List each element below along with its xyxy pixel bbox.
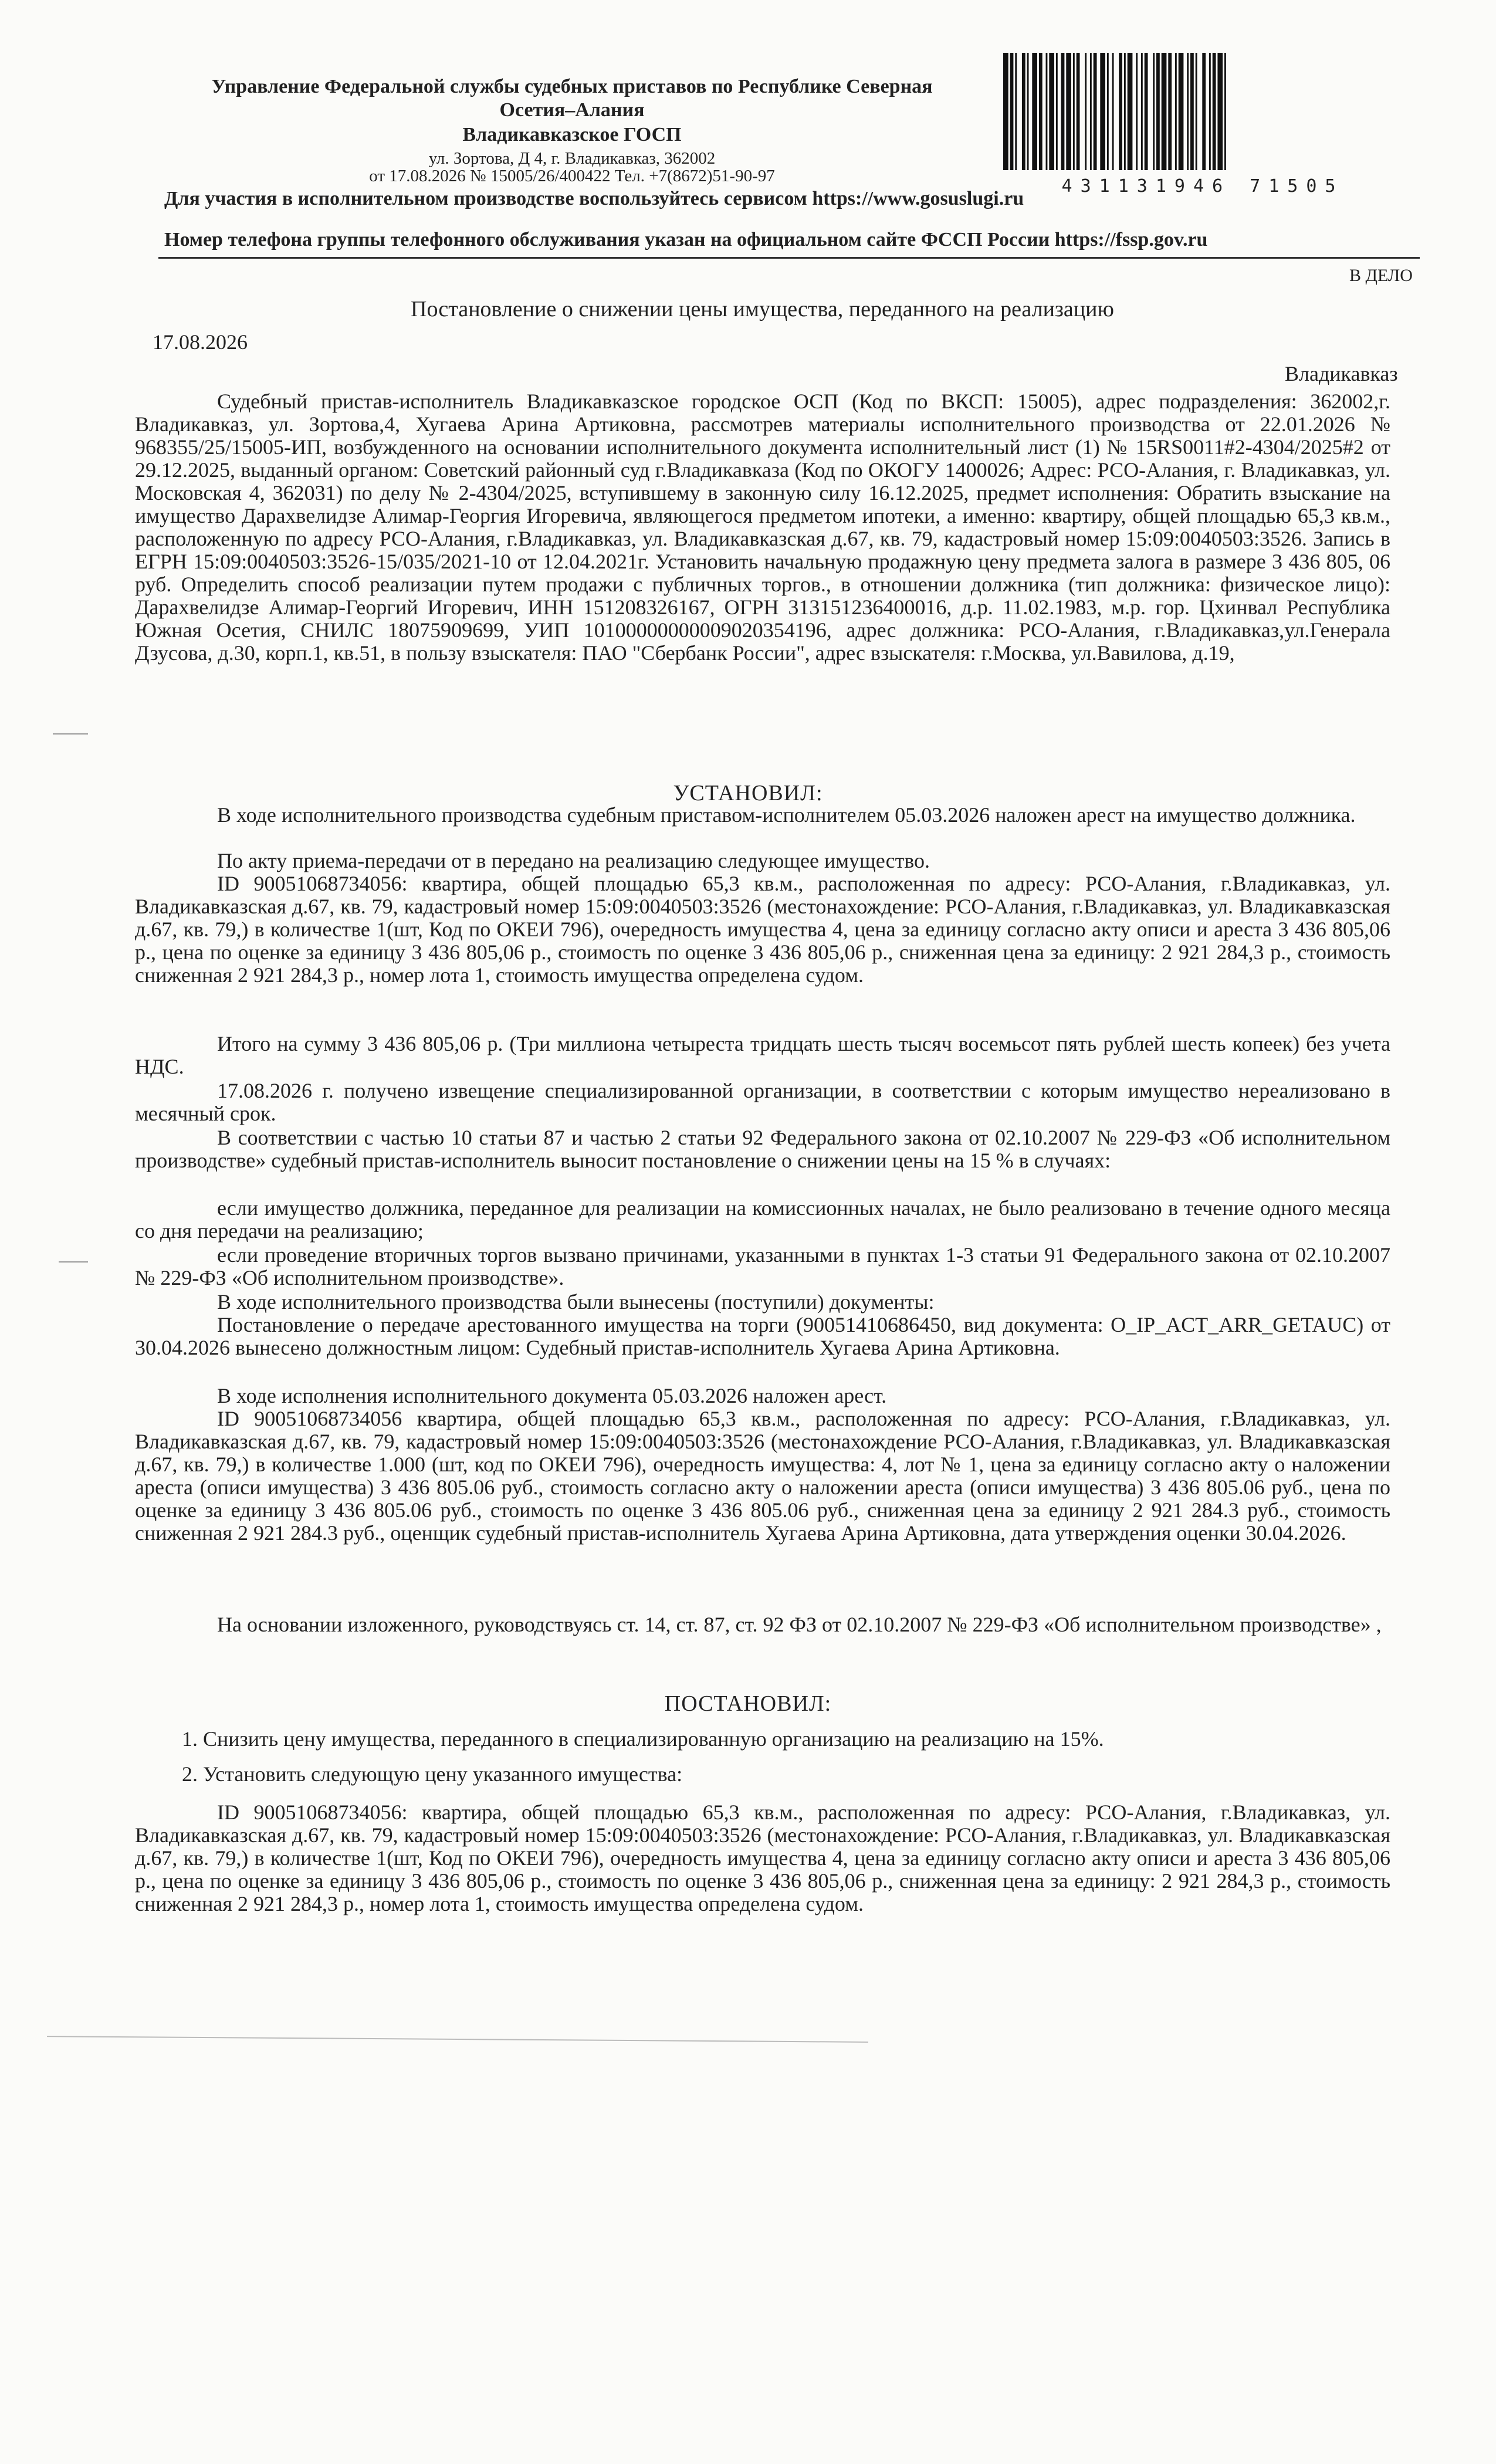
barcode — [997, 53, 1408, 188]
document-date: 17.08.2026 — [153, 330, 248, 354]
section-heading-postanovil: ПОСТАНОВИЛ: — [664, 1691, 832, 1716]
ust-paragraph: В ходе исполнительного производства судебным приставом-исполнителем 05.03.2026 наложен арест на имущество должника. — [217, 803, 1356, 827]
phone-service-note: Номер телефона группы телефонного обслуживания указан на официальном сайте ФССП России https://fssp.gov.ru — [164, 229, 1208, 251]
decision-item: ID 90051068734056: квартира, общей площадью 65,3 кв.м., расположенная по адресу: РСО-Алания, г.Владикавказ, ул. Владикавказская д.67, кв. 79, кадастровый номер 15:09:0040503:3526 (местонахождение: РСО-Алания, г.Владикавказ, ул. Владикавказская д.67, кв. 79,) в количестве 1(шт, Код по ОКЕИ 796), очередность имущества 4, цена за единицу согласно акту описи и ареста 3 436 805,06 р., цена по оценке за единицу 3 436 805,06 р., стоимость по оценке 3 436 805,06 р., сниженная цена за единицу: 2 921 284,3 р., стоимость сниженная 2 921 284,3 р., номер лота 1, стоимость имущества определена судом. — [135, 1800, 1390, 1915]
header-divider — [158, 257, 1420, 259]
ust-paragraph: На основании изложенного, руководствуясь ст. 14, ст. 87, ст. 92 ФЗ от 02.10.2007 № 229-ФЗ «Об исполнительном производстве» , — [217, 1613, 1382, 1636]
intro-paragraph: Судебный пристав-исполнитель Владикавказское городское ОСП (Код по ВКСП: 15005), адрес подразделения: 362002,г. Владикавказ, ул. Зортова,4, Хугаева Арина Артиковна, рассмотрев материалы исполнительного производства от 22.01.2026 № 968355/25/15005-ИП, возбужденного на основании исполнительного документа исполнительный лист (1) № 15RS0011#2-4304/2025#2 от 29.12.2025, выданный органом: Советский районный суд г.Владикавказа (Код по ОКОГУ 1400026; Адрес: РСО-Алания, г. Владикавказ, ул. Московская 4, 362031) по делу № 2-4304/2025, вступившему в законную силу 16.12.2025, предмет исполнения: Обратить взыскание на имущество Дарахвелидзе Алимар-Георгия Игоревича, являющегося предметом ипотеки, а именно: квартиру, общей площадью 65,3 кв.м., расположенную по адресу РСО-Алания, г.Владикавказ, ул. Владикавказская д.67, кв. 79, кадастровый номер 15:09:0040503:3526. Запись в ЕГРН 15:09:0040503:3526-15/035/2021-10 от 12.04.2021г. Установить начальную продажную цену предмета залога в размере 3 436 805, 06 руб. Определить способ реализации путем продажи с публичных торгов., в отношении должника (тип должника: физическое лицо): Дарахвелидзе Алимар-Георгий Игоревич, ИНН 151208326167, ОГРН 313151236400016, д.р. 11.02.1983, м.р. гор. Цхинвал Республика Южная Осетия, СНИЛС 18075909699, УИП 10100000000009020354196, адрес должника: РСО-Алания, г.Владикавказ,ул.Генерала Дзусова, д.30, корп.1, кв.51, в пользу взыскателя: ПАО "Сбербанк России", адрес взыскателя: г.Москва, ул.Вавилова, д.19, — [135, 390, 1390, 665]
decision-item: 2. Установить следующую цену указанного имущества: — [182, 1762, 683, 1786]
ust-paragraph: ID 90051068734056: квартира, общей площадью 65,3 кв.м., расположенная по адресу: РСО-Алания, г.Владикавказ, ул. Владикавказская д.67, кв. 79, кадастровый номер 15:09:0040503:3526 (местонахождение: РСО-Алания, г.Владикавказ, ул. Владикавказская д.67, кв. 79,) в количестве 1(шт, Код по ОКЕИ 796), очередность имущества 4, цена за единицу согласно акту описи и ареста 3 436 805,06 р., цена по оценке за единицу 3 436 805,06 р., стоимость по оценке 3 436 805,06 р., сниженная цена за единицу: 2 921 284,3 р., стоимость сниженная 2 921 284,3 р., номер лота 1, стоимость имущества определена судом. — [135, 872, 1390, 987]
scan-mark — [53, 733, 88, 735]
ust-paragraph: Постановление о передаче арестованного имущества на торги (90051410686450, вид документа: O_IP_ACT_ARR_GETAUC) от 30.04.2026 вынесено должностным лицом: Судебный пристав-исполнитель Хугаева Арина Артиковна. — [135, 1313, 1390, 1359]
section-heading-ustanovil: УСТАНОВИЛ: — [673, 781, 823, 805]
ust-paragraph: если имущество должника, переданное для реализации на комиссионных началах, не было реализовано в течение одного месяца со дня передачи на реализацию; — [135, 1196, 1390, 1243]
gosuslugi-note: Для участия в исполнительном производстве воспользуйтесь сервисом https://www.gosuslugi.ru — [164, 188, 1024, 209]
org-name-line1: Управление Федеральной службы судебных приставов по Республике Северная — [211, 76, 933, 97]
ust-paragraph: ID 90051068734056 квартира, общей площадью 65,3 кв.м., расположенная по адресу: РСО-Алания, г.Владикавказ, ул. Владикавказская д.67, кв. 79, кадастровый номер 15:09:0040503:3526 (местонахождение РСО-Алания, г.Владикавказ, ул. Владикавказская д.67, кв. 79,) в количестве 1.000 (шт, код по ОКЕИ 796), очередность имущества: 4, лот № 1, цена за единицу согласно акту о наложении ареста (описи имущества) 3 436 805.06 руб., стоимость согласно акту о наложении ареста (описи имущества) 3 436 805.06 руб., цена по оценке за единицу 3 436 805.06 руб., стоимость по оценке 3 436 805.06 руб., сниженная цена за единицу 2 921 284.3 руб., стоимость сниженная 2 921 284.3 руб., оценщик судебный пристав-исполнитель Хугаева Арина Артиковна, дата утверждения оценки 30.04.2026. — [135, 1407, 1390, 1545]
department-name: Владикавказское ГОСП — [462, 124, 682, 145]
scan-edge-line — [47, 2036, 868, 2043]
decision-item: 1. Снизить цену имущества, переданного в специализированную организацию на реализацию на 15%. — [182, 1727, 1104, 1751]
document-title: Постановление о снижении цены имущества, переданного на реализацию — [411, 297, 1114, 321]
document-reference: от 17.08.2026 № 15005/26/400422 Тел. +7(8672)51-90-97 — [369, 167, 775, 185]
ust-paragraph: если проведение вторичных торгов вызвано причинами, указанными в пунктах 1-3 статьи 91 Федерального закона от 02.10.2007 № 229-ФЗ «Об исполнительном производстве». — [135, 1243, 1390, 1289]
ust-paragraph: В ходе исполнительного производства были вынесены (поступили) документы: — [217, 1290, 935, 1314]
ust-paragraph: По акту приема-передачи от в передано на реализацию следующее имущество. — [217, 849, 930, 872]
ust-paragraph: Итого на сумму 3 436 805,06 р. (Три миллиона четыреста тридцать шесть тысяч восемьсот пять рублей шесть копеек) без учета НДС. — [135, 1032, 1390, 1078]
scan-mark — [59, 1261, 88, 1263]
document-city: Владикавказ — [1285, 362, 1398, 385]
ust-paragraph: В соответствии с частью 10 статьи 87 и частью 2 статьи 92 Федерального закона от 02.10.2007 № 229-ФЗ «Об исполнительном производстве» судебный пристав-исполнитель выносит постановление о снижении цены на 15 % в случаях: — [135, 1126, 1390, 1172]
department-address: ул. Зортова, Д 4, г. Владикавказ, 362002 — [428, 149, 716, 168]
ust-paragraph: В ходе исполнения исполнительного документа 05.03.2026 наложен арест. — [217, 1384, 887, 1407]
org-name-line2: Осетия–Алания — [499, 99, 645, 121]
ust-paragraph: 17.08.2026 г. получено извещение специализированной организации, в соответствии с которым имущество нереализовано в месячный срок. — [135, 1079, 1390, 1125]
v-delo-mark: В ДЕЛО — [1349, 266, 1413, 285]
barcode-number: 431131946 71505 — [1061, 176, 1344, 197]
